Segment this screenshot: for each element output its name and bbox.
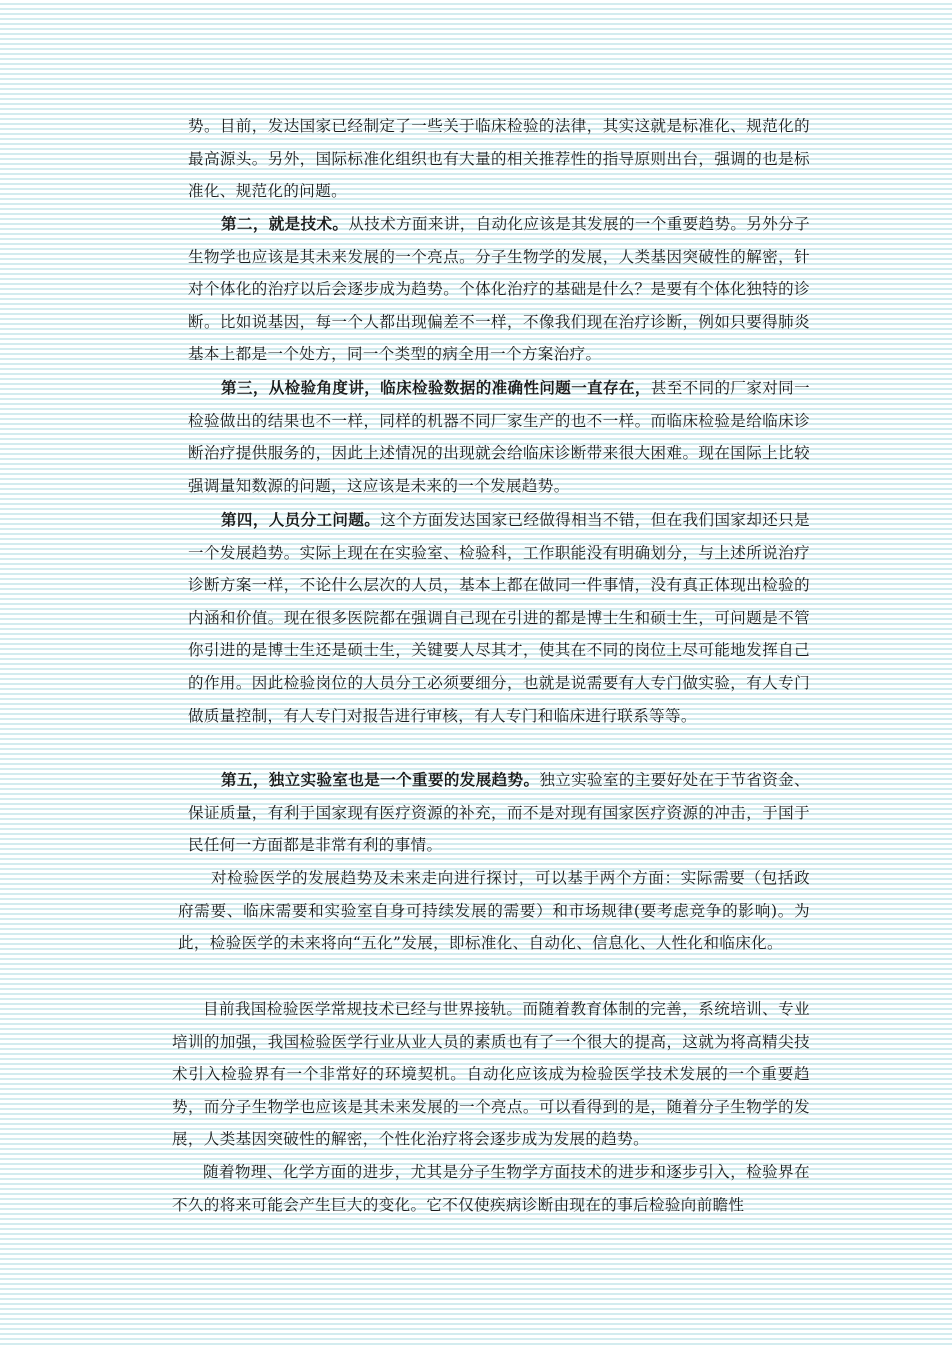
paragraph-text: 甚至不同的厂家对同一检验做出的结果也不一样，同样的机器不同厂家生产的也不一样。而临床检验是给临床诊断治疗提供服务的，因此上述情况的出现就会给临床诊断带来很大困难。现在国际上比较强调量知数源的问题，这应该是未来的一个发展趋势。: [188, 379, 810, 495]
paragraph-standardization-continued: [188, 110, 810, 208]
paragraph-lead-heading: 第四，人员分工问题。: [221, 510, 381, 529]
paragraph-future-changes: [172, 1156, 810, 1221]
paragraph-text: 势。目前，发达国家已经制定了一些关于临床检验的法律，其实这就是标准化、规范化的最高源头。另外，国际标准化组织也有大量的相关推荐性的指导原则出台，强调的也是标准化、规范化的问题。: [188, 117, 810, 201]
paragraph-text: 从技术方面来讲，自动化应该是其发展的一个重要趋势。另外分子生物学也应该是其未来发展的一个亮点。分子生物学的发展，人类基因突破性的解密，针对个体化的治疗以后会逐步成为趋势。个体化治疗的基础是什么？是要有个体化独特的诊断。比如说基因，每一个人都出现偏差不一样，不像我们现在治疗诊断，例如只要得肺炎基本上都是一个处方，同一个类型的病全用一个方案治疗。: [188, 215, 810, 364]
paragraph-lead-heading: 第三，从检验角度讲，临床检验数据的准确性问题一直存在，: [221, 378, 651, 397]
paragraph-text: 随着物理、化学方面的进步，尤其是分子生物学方面技术的进步和逐步引入，检验界在不久的将来可能会产生巨大的变化。它不仅使疾病诊断由现在的事后检验向前瞻性: [172, 1163, 810, 1214]
paragraph-domestic-status: [172, 993, 810, 1156]
paragraph-second-technology: [188, 208, 810, 371]
paragraph-third-accuracy: [188, 372, 810, 502]
paragraph-text: 对检验医学的发展趋势及未来走向进行探讨，可以基于两个方面：实际需要（包括政府需要、临床需要和实验室自身可持续发展的需要）和市场规律(要考虑竞争的影响)。为此，检验医学的未来将向“五化”发展，即标准化、自动化、信息化、人性化和临床化。: [178, 869, 810, 953]
paragraph-lead-heading: 第二，就是技术。: [221, 214, 349, 233]
paragraph-lead-heading: 第五，独立实验室也是一个重要的发展趋势。: [221, 770, 540, 789]
paragraph-text: 目前我国检验医学常规技术已经与世界接轨。而随着教育体制的完善，系统培训、专业培训的加强，我国检验医学行业从业人员的素质也有了一个很大的提高，这就为将高精尖技术引入检验界有一个非常好的环境契机。自动化应该成为检验医学技术发展的一个重要趋势，而分子生物学也应该是其未来发展的一个亮点。可以看得到的是，随着分子生物学的发展，人类基因突破性的解密，个性化治疗将会逐步成为发展的趋势。: [172, 1000, 810, 1149]
paragraph-text: 独立实验室的主要好处在于节省资金、保证质量，有利于国家现有医疗资源的补充，而不是对现有国家医疗资源的冲击，于国于民任何一方面都是非常有利的事情。: [188, 771, 810, 855]
paragraph-fifth-independent-lab: [188, 764, 810, 862]
paragraph-fourth-staffing: [188, 504, 810, 732]
paragraph-five-trends: [178, 862, 810, 960]
paragraph-text: 这个方面发达国家已经做得相当不错，但在我们国家却还只是一个发展趋势。实际上现在在实验室、检验科，工作职能没有明确划分，与上述所说治疗诊断方案一样，不论什么层次的人员，基本上都在做同一件事情，没有真正体现出检验的内涵和价值。现在很多医院都在强调自己现在引进的都是博士生和硕士生，可问题是不管你引进的是博士生还是硕士生，关键要人尽其才，使其在不同的岗位上尽可能地发挥自己的作用。因此检验岗位的人员分工必须要细分，也就是说需要有人专门做实验，有人专门做质量控制，有人专门对报告进行审核，有人专门和临床进行联系等等。: [188, 511, 810, 725]
